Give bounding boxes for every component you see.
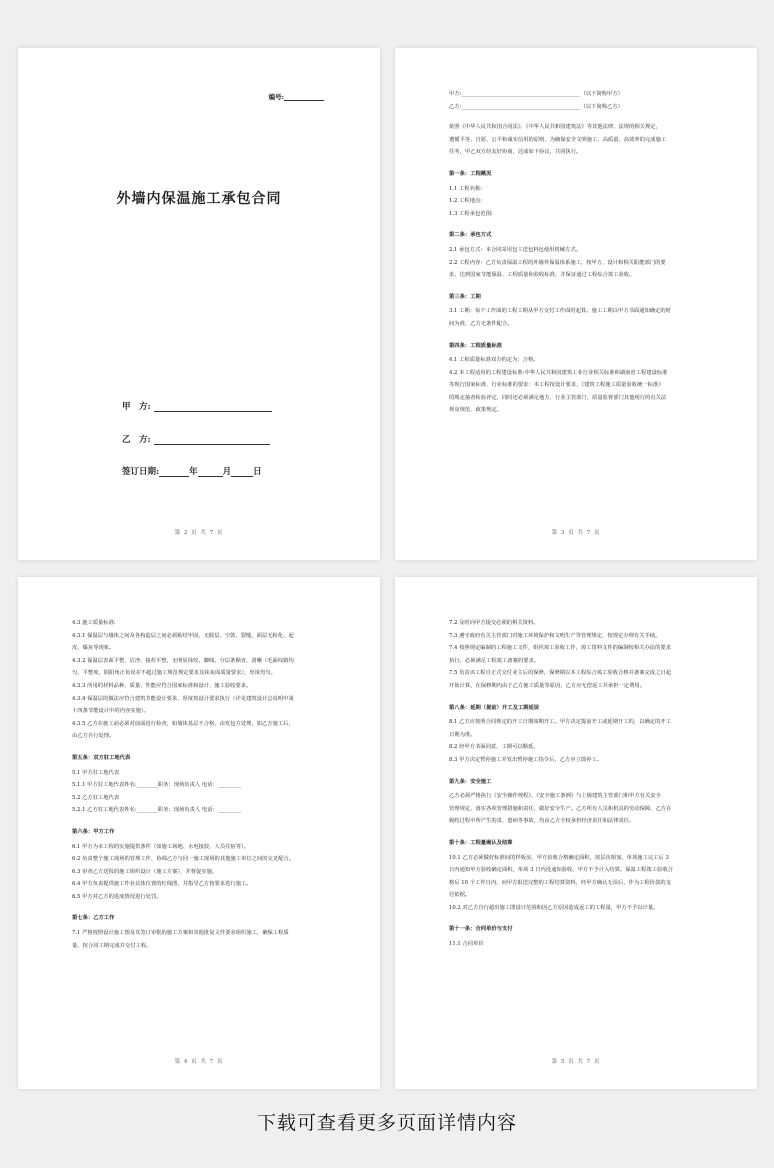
document-page-cover: [18, 48, 380, 560]
download-caption: 下载可查看更多页面详情内容: [256, 1112, 517, 1134]
paragraph: 日期为准。: [449, 731, 476, 738]
paragraph: 8.3 甲方决定暂停施工并发出暂停施工指令后，乙方应立即停工。: [449, 756, 603, 763]
section-heading: 第六条：甲方工作: [72, 828, 115, 835]
paragraph: 间为准，乙方无条件配合。: [449, 320, 513, 327]
page-body: [72, 617, 342, 952]
party-b-blank: [154, 435, 270, 445]
paragraph: 4.3.3 所用的材料品种、质量、性能应符合国家标准和设计、施工验收要求。: [72, 682, 252, 689]
paragraph: 8.2 经甲方书面同意，工期可以顺延。: [449, 744, 539, 751]
contract-number-blank: [284, 94, 324, 101]
paragraph: 6.4 甲方负责提供施工作业具体位置的红线图，并指导乙方按要求进行施工。: [72, 881, 252, 888]
paragraph: 遵循平等、自愿、公平和诚实信用的原则，为确保安全文明施工，高质量、高效率的完成施工: [449, 136, 667, 143]
paragraph: 6.1 甲方为本工程的实施提供条件（如施工场地、水电接驳、人员住宿等）。: [72, 843, 249, 850]
paragraph: 匀，平整度，阴阳角正负误差不超过施工规范规定要求及抹灰面质量要求），厚度均匀。: [72, 670, 276, 677]
party-a-blank: [154, 402, 272, 412]
paragraph: 4.3 施工质量标准:: [72, 620, 116, 626]
page-number: 第 5 页 共 7 页: [551, 1059, 601, 1065]
paragraph: 7.1 严格按照设计施工图及其签订审批的施工方案和其他批复文件要求组织施工，确保工程质: [72, 930, 289, 937]
page-number: 第 4 页 共 7 页: [174, 1059, 224, 1065]
section-heading: 第五条：双方驻工地代表: [72, 754, 131, 761]
paragraph: 甲方:_____________________________________________（以下简称甲方）: [449, 91, 623, 97]
paragraph: 乙方:_____________________________________________（以下简称乙方）: [449, 103, 623, 110]
paragraph: 4.3.5 乙方在施工前必须对前面进行检查，如墙体基层不合格，由发包方处理，如乙方施工后，: [72, 720, 294, 727]
contract-number-label: 编号:: [268, 93, 284, 101]
paragraph: 6.5 甲方对乙方的进度情况进行处罚。: [72, 893, 162, 900]
paragraph: 任务，甲乙双方经友好协商，达成如下协议，共同执行。: [449, 149, 582, 156]
sign-date-field: [122, 465, 262, 477]
paragraph: 等现行国家标准、行业标准的要求：本工程按设计要求、《建筑工程施工质量验收统一标准》: [449, 382, 664, 389]
paragraph: 10.2 对乙方自行超出施工图设计范围和因乙方原因造成返工的工程量，甲方不予以计量。: [449, 904, 659, 911]
party-b-field: [122, 433, 270, 445]
section-heading: 第七条：乙方工作: [72, 915, 115, 922]
paragraph: 1.1 工程名称:: [449, 185, 483, 192]
section-heading: 第十一条：合同单价与支付: [449, 926, 513, 933]
paragraph: 量，按合同工期完成并交付工程。: [72, 942, 152, 949]
section-heading: 第三条：工期: [449, 293, 481, 300]
paragraph: 5.1 甲方驻工地代表: [72, 769, 120, 776]
sign-date-day: 日: [253, 467, 262, 477]
paragraph: 日内通知甲方验收确定面积，单项 3 日内没通知验收，甲方不予计入结算。保温工程竣工验收合: [449, 867, 673, 874]
party-a-field: [122, 400, 272, 412]
document-page-4: [18, 577, 380, 1089]
paragraph: 执行，必须满足工程竣工备案的要求。: [449, 657, 540, 664]
paragraph: 乙方必须严格执行《安全操作规程》、《安全施工条例》与上级建筑主管部门和甲方有关安全: [449, 793, 661, 800]
sign-date-label: 签订日期:: [122, 467, 160, 477]
paragraph: 5.1.1 甲方驻工地代表姓名:________职务：现场负责人 电话：_________: [72, 782, 242, 789]
paragraph: 履约过程中所产生的责、患病等事故，均由乙方全权承担经济责任和法律责任。: [449, 818, 635, 825]
paragraph: 的规定抽查检验评定，同时还必须满足地方、行业主管部门、质量监督部门其他现行的有关法: [449, 394, 667, 401]
paragraph: 8.1 乙方应按照合同规定的开工日期如期开工。甲方决定提前开工或延期开工的，以确定的开工: [449, 719, 671, 726]
paragraph: 6.3 审查乙方送报的施工组织设计（施工方案），并督促实施。: [72, 868, 218, 875]
party-a-label: 甲 方:: [122, 402, 151, 412]
paragraph: 7.2 及时向甲方提交必须的相关资料。: [449, 620, 539, 626]
paragraph: 4.3.4 保温层的做法应符合建筑节能设计要求，厚度按设计要求执行（详见建筑设计总说明中第: [72, 695, 294, 702]
paragraph: 由乙方自行处理。: [72, 733, 115, 740]
section-heading: 第九条：安全施工: [449, 778, 492, 785]
section-heading: 第四条：工程质量标准: [449, 342, 502, 349]
paragraph: 4.3.1 保温层与墙体之间及各构造层之间必须粘结牢固，无脱层、空鼓、裂缝，面层无粉化、起: [72, 632, 294, 639]
paragraph: 十四条节能设计中的内容实施）。: [72, 708, 149, 715]
paragraph: 付依据。: [449, 892, 471, 899]
paragraph: 7.3 遵守政府有关主管部门对施工环境保护和文明生产等管理规定，按规定办理有关手续。: [449, 632, 661, 639]
paragraph: 3.1 工期：每个工作面的工程工期从甲方交付工作面时起算。施工工期以甲方书面通知确定的时: [449, 308, 671, 315]
paragraph: 7.4 按照规定编制的工程施工文件，组织竣工验收工作，竣工资料文件的编制按相关办法的要求: [449, 645, 671, 652]
paragraph: 10.1 乙方必须做好标准间的样板房，甲方验收合格确定面积，按层次相加，单项施工完工后 3: [449, 854, 669, 861]
document-page-5: [395, 577, 757, 1089]
paragraph: 管理规定，落实各项管理措施和责任，做好安全生产。乙方所有人员和机具的劳动保障，乙方在: [449, 805, 672, 812]
paragraph: 5.2 乙方驻工地代表: [72, 794, 120, 801]
paragraph: 6.2 负责整个施工现场的管理工作，协调乙方与同一施工现场的其他施工单位之间的交叉配合。: [72, 856, 294, 863]
paragraph: 11.1 合同单价: [449, 941, 484, 948]
paragraph: 4.2 本工程适用的工程建设标准:中华人民共和国建筑工业行业相关标准和湖南省工程建设标准: [449, 369, 668, 376]
paragraph: 1.2 工程地点:: [449, 198, 483, 205]
paragraph: 开始计算，在保修期内由于乙方施工质量等原因，乙方应无偿返工并承担一定费用。: [449, 682, 645, 689]
page-body: [449, 88, 719, 417]
section-heading: 第二条：承包方式: [449, 232, 492, 239]
paragraph: 依照《中华人民共和国合同法》、《中华人民共和国建筑法》等其他法律、法规的相关规定，: [449, 124, 661, 131]
paragraph: 7.5 负责该工程自正式交付业主后的保修，保修期以本工程综合竣工验收合格并备案完成之日起: [449, 670, 671, 677]
page-number: 第 3 页 共 7 页: [551, 530, 601, 536]
sign-date-year: 年: [189, 467, 198, 477]
paragraph: 2.1 承包方式：本合同采用包工送包料包使用机械方式。: [449, 246, 581, 253]
page-number: 第 2 页 共 7 页: [174, 530, 224, 536]
paragraph: 4.1 工程质量标准双方约定为：合格。: [449, 357, 539, 364]
section-heading: 第十条：工程量确认及结算: [449, 839, 513, 846]
paragraph: 2.2 工程内容：乙方负责保温工程的外墙外保温体系施工，按甲方、设计和相关职能部门的要: [449, 259, 666, 266]
paragraph: 格后 10 个工作日内，向甲方报送完整的工程结算资料，经甲方确认无误后，作为工程价款的支: [449, 879, 671, 886]
contract-number-field: [269, 92, 324, 101]
paragraph: 求，达到国家节能保温、工程质量和验收标准，并保证通过工程综合竣工验收。: [449, 272, 635, 279]
party-b-label: 乙 方:: [122, 435, 151, 445]
paragraph: 1.3 工程承包范围:: [449, 210, 493, 217]
contract-title: 外墙内保温施工承包合同: [116, 191, 282, 207]
section-heading: 第一条：工程概况: [449, 170, 492, 177]
section-heading: 第八条：延期（提前）开工及工期延误: [449, 704, 540, 711]
paragraph: 5.2.1 乙方驻工地代表姓名:________职务：现场负责人 电话：_________: [72, 807, 242, 814]
paragraph: 4.3.2 保温层表面平整、洁净，接茬平整，无明显抹纹，脚线，分层条顺直，清晰（毛面纹路均: [72, 657, 294, 664]
document-page-3: [395, 48, 757, 560]
sign-date-month: 月: [222, 467, 232, 477]
paragraph: 规及规范、政策规定。: [449, 407, 502, 414]
page-body: [449, 617, 719, 951]
paragraph: 皮、爆灰等现象。: [72, 645, 115, 652]
